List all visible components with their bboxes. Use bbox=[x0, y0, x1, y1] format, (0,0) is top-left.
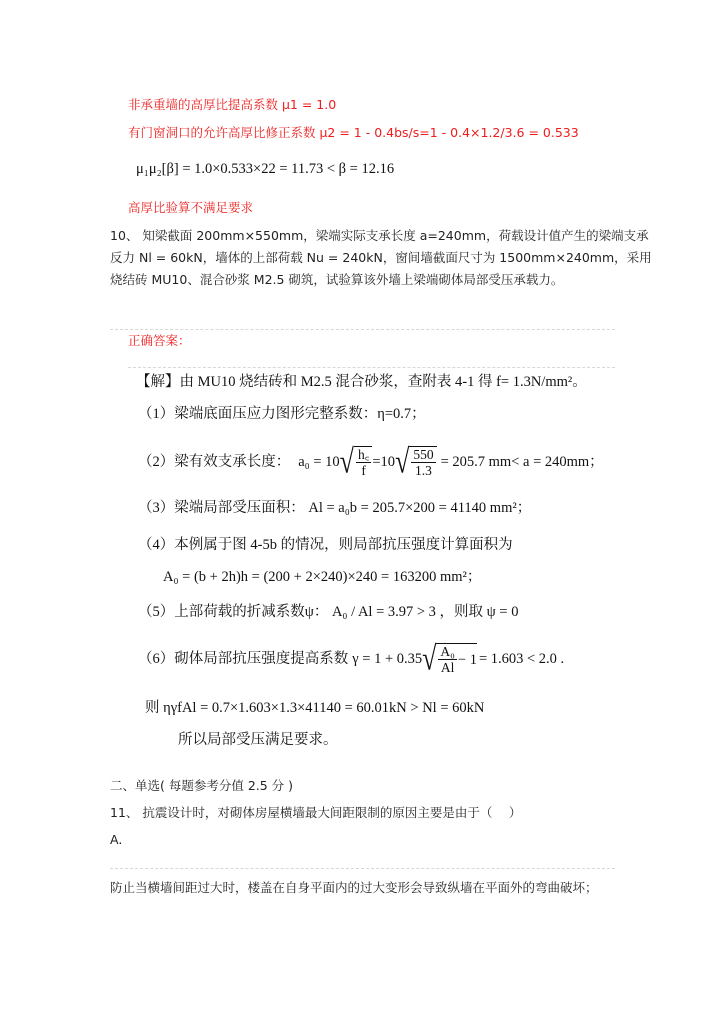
sqrt-550-1.3: √ $\frac{550}{1.3}$ bbox=[395, 446, 437, 478]
step6-label: （6）砌体局部抗压强度提高系数 bbox=[138, 651, 349, 667]
frac-num: 550 bbox=[413, 447, 434, 462]
frac-num: A₀ bbox=[440, 644, 455, 659]
ratio-conclusion: 高厚比验算不满足要求 bbox=[128, 200, 254, 215]
a0-formula: A₀ = (b + 2h)h = (200 + 2×240)×240 = 163200 mm²； bbox=[163, 569, 482, 585]
step6-result: = 1.603 < 2.0 . bbox=[478, 651, 565, 667]
solution-step3: （3）梁端局部受压面积： Al = a₀b = 205.7×200 = 41140 mm²； bbox=[138, 500, 532, 516]
solution-step6 bbox=[138, 639, 565, 678]
frac-den: f bbox=[361, 463, 366, 478]
solution-step2 bbox=[138, 442, 604, 481]
divider bbox=[110, 868, 615, 869]
q11-text: 11、 抗震设计时，对砌体房屋横墙最大间距限制的原因主要是由于（ ） bbox=[110, 805, 522, 820]
minus-one: − 1 bbox=[457, 651, 477, 668]
solution-step4: （4）本例属于图 4-5b 的情况，则局部抗压强度计算面积为 bbox=[138, 537, 513, 553]
correct-answer-label: 正确答案： bbox=[128, 333, 191, 348]
frac-num: h꜀ bbox=[357, 447, 370, 462]
solution-step7: 则 ηγfAl = 0.7×1.603×1.3×41140 = 60.01kN > Nl = 60kN bbox=[145, 700, 485, 716]
step2-result: = 205.7 mm< a = 240mm； bbox=[440, 454, 604, 470]
option-a-text[interactable]: 防止当横墙间距过大时，楼盖在自身平面内的过大变形会导致纵墙在平面外的弯曲破坏； bbox=[110, 880, 598, 895]
mu1-text: 非承重墙的高厚比提高系数 μ1 = 1.0 bbox=[128, 97, 337, 112]
ten-text: =10 bbox=[372, 454, 396, 470]
ratio-formula: μ₁μ₂[β] = 1.0×0.533×22 = 11.73 < β = 12.16 bbox=[136, 161, 395, 177]
solution-conclusion: 所以局部受压满足要求。 bbox=[178, 732, 338, 748]
gamma-text: γ = 1 + 0.35 bbox=[352, 651, 423, 667]
q10-line1: 10、 知梁截面 200mm×550mm，梁端实际支承长度 a=240mm，荷载设计值产生的梁端支承 bbox=[110, 228, 649, 243]
solution-step1: （1）梁端底面压应力图形完整系数：η=0.7； bbox=[138, 406, 426, 422]
step2-label: （2）梁有效支承长度： bbox=[138, 454, 291, 470]
a0-text: a₀ = 10 bbox=[298, 454, 340, 470]
q10-line2: 反力 Nl = 60kN，墙体的上部荷载 Nu = 240kN，窗间墙截面尺寸为 1500mm×240mm，采用 bbox=[110, 250, 652, 265]
sqrt-a0-al: √ $\frac{\text{A₀}}{Al}$ − 1 bbox=[422, 639, 477, 678]
q10-line3: 烧结砖 MU10、混合砂浆 M2.5 砌筑，试验算该外墙上梁端砌体局部受压承载力。 bbox=[110, 272, 564, 287]
divider bbox=[128, 367, 615, 368]
option-a-label[interactable]: A. bbox=[110, 832, 123, 847]
frac-den: Al bbox=[440, 660, 455, 675]
divider bbox=[110, 329, 615, 330]
solution-step5: （5）上部荷载的折减系数ψ： A₀ / Al = 3.97 > 3 ，则取 ψ = 0 bbox=[138, 604, 519, 620]
sqrt-hc-f: √ $\frac{h꜀}{f}$ bbox=[340, 446, 373, 478]
frac-den: 1.3 bbox=[415, 463, 432, 478]
mu2-text: 有门窗洞口的允许高厚比修正系数 μ2 = 1 - 0.4bs/s=1 - 0.4×1.2/3.6 = 0.533 bbox=[128, 125, 579, 140]
solution-intro: 【解】由 MU10 烧结砖和 M2.5 混合砂浆，查附表 4-1 得 f= 1.3N/mm²。 bbox=[136, 374, 587, 390]
section2-title: 二、单选( 每题参考分值 2.5 分 ) bbox=[110, 778, 294, 793]
